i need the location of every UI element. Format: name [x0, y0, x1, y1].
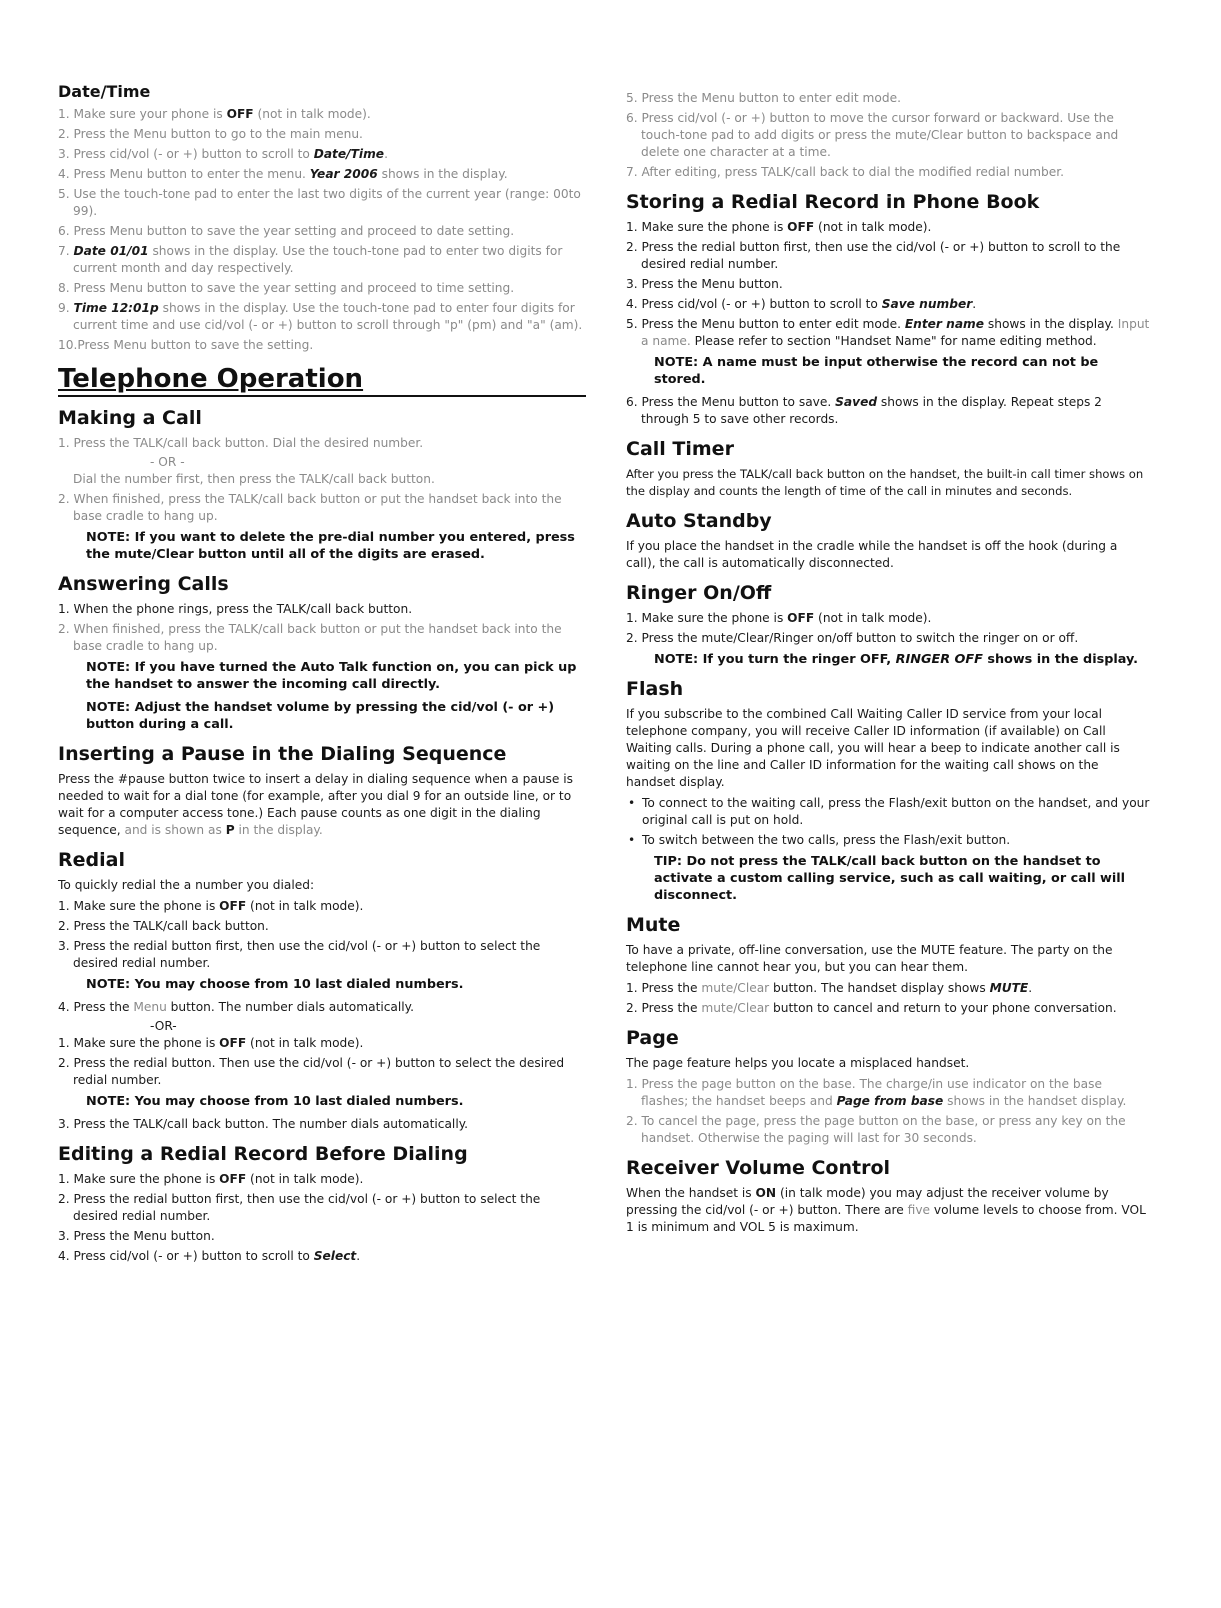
mute-step-1-mid: button. The handset display shows: [769, 981, 990, 995]
datetime-step-text: shows in the display. Use the touch-tone pad to enter two digits for current month and day respectively.: [73, 244, 563, 275]
storing-step-4-pre: 4. Press cid/vol (- or +) button to scroll to: [626, 297, 882, 311]
answering-note-1: NOTE: If you have turned the Auto Talk function on, you can pick up the handset to answer the incoming call directly.: [86, 660, 577, 692]
redial-alt-step-1-bold: OFF: [219, 1036, 247, 1050]
auto-standby-text: If you place the handset in the cradle while the handset is off the hook (during a call), the call is automatically disconnected.: [626, 539, 1118, 570]
making-call-step-2: 2. When finished, press the TALK/call back button or put the handset back into the base cradle to hang up.: [58, 492, 562, 523]
datetime-step: [58, 186, 586, 220]
ringer-step-1-pre: 1. Make sure the phone is: [626, 611, 788, 625]
page-step-1-pre: 1. Press the page button on the base. The charge/in use indicator on the base flashes; the handset beeps and: [626, 1077, 1102, 1108]
editing-heading: Editing a Redial Record Before Dialing: [58, 1143, 468, 1165]
mute-step-2: [626, 1000, 1150, 1017]
datetime-steps: [58, 106, 586, 354]
flash-heading: Flash: [626, 678, 684, 700]
flash-text: If you subscribe to the combined Call Waiting Caller ID service from your local telephone company, you will receive Caller ID information (if available) on Call Waiting calls. During a phone call, you will hear a beep to indicate another call is waiting on the line and Caller ID information for the waiting call shows on the handset display.: [626, 707, 1120, 789]
ringer-note-bold: RINGER OFF: [895, 652, 983, 667]
storing-step-6-bold: Saved: [835, 395, 878, 409]
receiver-text: [626, 1185, 1150, 1236]
answering-note-2: NOTE: Adjust the handset volume by pressing the cid/vol (- or +) button during a call.: [86, 700, 555, 732]
receiver-text-light: five: [907, 1203, 931, 1217]
pause-text-light: and is shown as: [124, 823, 226, 837]
mute-step-1-pre: 1. Press the: [626, 981, 702, 995]
page-step-2: 2. To cancel the page, press the page button on the base, or press any key on the handset. Otherwise the paging will last for 30 seconds.: [626, 1114, 1126, 1145]
datetime-step-text: 10.Press Menu button to save the setting.: [58, 338, 314, 352]
storing-step-5-post: Please refer to section "Handset Name" for name editing method.: [690, 334, 1097, 348]
datetime-step: [58, 337, 586, 354]
editing-step-4-bold: Select: [313, 1249, 357, 1263]
redial-note: NOTE: You may choose from 10 last dialed numbers.: [86, 977, 464, 992]
datetime-step: [58, 300, 586, 334]
datetime-step: [58, 280, 586, 297]
right-column: [626, 90, 1150, 1240]
pause-heading: Inserting a Pause in the Dialing Sequence: [58, 743, 507, 765]
page-step-1-post: shows in the handset display.: [943, 1094, 1127, 1108]
editing-step-7: 7. After editing, press TALK/call back to dial the modified redial number.: [626, 165, 1065, 179]
receiver-heading: Receiver Volume Control: [626, 1157, 891, 1179]
editing-step-1: [58, 1171, 586, 1188]
redial-note-2: NOTE: You may choose from 10 last dialed numbers.: [86, 1094, 464, 1109]
datetime-step-bold: Date/Time: [313, 147, 385, 161]
making-call-or: - OR -: [150, 455, 185, 469]
page-step-1: [626, 1076, 1150, 1110]
page-text: The page feature helps you locate a misplaced handset.: [626, 1056, 970, 1070]
storing-note: NOTE: A name must be input otherwise the record can not be stored.: [654, 355, 1099, 387]
ringer-note: [654, 651, 1150, 668]
pause-text-light-2: in the display.: [234, 823, 323, 837]
editing-step-1-bold: OFF: [219, 1172, 247, 1186]
storing-heading: Storing a Redial Record in Phone Book: [626, 191, 1040, 213]
datetime-step: [58, 166, 586, 183]
left-column: [58, 82, 586, 1268]
datetime-step: [58, 126, 586, 143]
ringer-note-pre: NOTE: If you turn the ringer OFF,: [654, 652, 896, 667]
flash-bullet-2: [626, 832, 1150, 849]
mute-heading: Mute: [626, 914, 681, 936]
ringer-step-2: 2. Press the mute/Clear/Ringer on/off button to switch the ringer on or off.: [626, 631, 1079, 645]
redial-step-4: [58, 999, 586, 1016]
ringer-step-1-bold: OFF: [787, 611, 815, 625]
editing-step-2: 2. Press the redial button first, then use the cid/vol (- or +) button to select the desired redial number.: [58, 1192, 541, 1223]
datetime-step-text: 6. Press Menu button to save the year setting and proceed to date setting.: [58, 224, 515, 238]
redial-intro: To quickly redial the a number you dialed:: [58, 878, 315, 892]
storing-step-1-post: (not in talk mode).: [814, 220, 932, 234]
storing-step-6-pre: 6. Press the Menu button to save.: [626, 395, 836, 409]
storing-step-5-bold: Enter name: [904, 317, 985, 331]
bullet-icon: •: [628, 833, 636, 847]
redial-step-1-bold: OFF: [219, 899, 247, 913]
pause-text-main: Press the #pause button twice to insert a delay in dialing sequence when a pause is needed to wait for a dial tone (for example, after you dial 9 for an outside line, or to wait for a computer access tone.) Each pause counts as one digit in the dialing sequence,: [58, 772, 574, 837]
flash-tip: TIP: Do not press the TALK/call back button on the handset to activate a custom calling service, such as call waiting, or call will disconnect.: [654, 854, 1126, 903]
redial-step-1-pre: 1. Make sure the phone is: [58, 899, 220, 913]
storing-step-4: [626, 296, 1150, 313]
datetime-step-bold: Time 12:01p: [73, 301, 159, 315]
telephone-operation-rule: [58, 364, 586, 397]
pause-text: [58, 771, 586, 839]
datetime-step-text: 3. Press cid/vol (- or +) button to scroll to: [58, 147, 314, 161]
datetime-step-bold: Date 01/01: [73, 244, 149, 258]
editing-step-1-pre: 1. Make sure the phone is: [58, 1172, 220, 1186]
storing-step-5: [626, 316, 1150, 350]
redial-step-3: 3. Press the redial button first, then use the cid/vol (- or +) button to select the desired redial number.: [58, 939, 541, 970]
redial-step-4-menu: Menu: [133, 1000, 167, 1014]
storing-step-5-light: Input a name.: [641, 317, 1150, 348]
redial-alt-step-1-pre: 1. Make sure the phone is: [58, 1036, 220, 1050]
mute-step-1-light: mute/Clear: [701, 981, 770, 995]
editing-step-6: 6. Press cid/vol (- or +) button to move the cursor forward or backward. Use the touch-tone pad to add digits or press the mute/Clear button to backspace and delete one character at a time.: [626, 111, 1119, 159]
receiver-text-pre: When the handset is: [626, 1186, 756, 1200]
storing-step-4-post: .: [972, 297, 977, 311]
editing-step-3: 3. Press the Menu button.: [58, 1229, 215, 1243]
call-timer-heading: Call Timer: [626, 438, 734, 460]
datetime-step: [58, 223, 586, 240]
telephone-operation-heading: Telephone Operation: [58, 364, 364, 394]
making-call-alt: Dial the number first, then press the TALK/call back button.: [73, 472, 435, 486]
editing-step-4: [58, 1248, 586, 1265]
mute-step-1-bold: MUTE: [989, 981, 1029, 995]
redial-alt-step-1-post: (not in talk mode).: [246, 1036, 364, 1050]
redial-step-2: 2. Press the TALK/call back button.: [58, 919, 269, 933]
editing-step-1-post: (not in talk mode).: [246, 1172, 364, 1186]
datetime-step-text: 9.: [58, 301, 74, 315]
editing-step-4-post: .: [356, 1249, 361, 1263]
mute-step-1: [626, 980, 1150, 997]
storing-step-4-bold: Save number: [881, 297, 973, 311]
storing-step-1: [626, 219, 1150, 236]
storing-step-3: 3. Press the Menu button.: [626, 277, 783, 291]
making-call-note: NOTE: If you want to delete the pre-dial number you entered, press the mute/Clear button until all of the digits are erased.: [86, 530, 575, 562]
storing-step-1-bold: OFF: [787, 220, 815, 234]
storing-step-2: 2. Press the redial button first, then use the cid/vol (- or +) button to scroll to the desired redial number.: [626, 240, 1121, 271]
datetime-step-text: 4. Press Menu button to enter the menu.: [58, 167, 310, 181]
redial-step-4-post: button. The number dials automatically.: [166, 1000, 415, 1014]
receiver-text-mid: (in talk mode) you may adjust the receiver volume by pressing the cid/vol (- or +) button. There are: [626, 1186, 1109, 1217]
storing-step-5-pre: 5. Press the Menu button to enter edit mode.: [626, 317, 905, 331]
answering-step-1: 1. When the phone rings, press the TALK/call back button.: [58, 602, 413, 616]
datetime-step: [58, 243, 586, 277]
redial-step-1-post: (not in talk mode).: [246, 899, 364, 913]
redial-alt-step-3: 3. Press the TALK/call back button. The number dials automatically.: [58, 1117, 469, 1131]
redial-alt-step-1: [58, 1035, 586, 1052]
datetime-step-text: 8. Press Menu button to save the year setting and proceed to time setting.: [58, 281, 515, 295]
ringer-note-post: shows in the display.: [982, 652, 1139, 667]
redial-heading: Redial: [58, 849, 125, 871]
mute-step-2-post: button to cancel and return to your phone conversation.: [769, 1001, 1117, 1015]
storing-step-1-pre: 1. Make sure the phone is: [626, 220, 788, 234]
mute-step-2-pre: 2. Press the: [626, 1001, 702, 1015]
datetime-step-bold: Year 2006: [309, 167, 378, 181]
pause-p: P: [225, 823, 235, 837]
datetime-heading: Date/Time: [58, 82, 151, 101]
redial-step-4-pre: 4. Press the: [58, 1000, 134, 1014]
datetime-step: [58, 106, 586, 123]
editing-step-5: 5. Press the Menu button to enter edit mode.: [626, 91, 901, 105]
bullet-icon: •: [628, 796, 636, 810]
storing-step-5-mid: shows in the display.: [984, 317, 1118, 331]
ringer-step-1-post: (not in talk mode).: [814, 611, 932, 625]
datetime-step-text: 2. Press the Menu button to go to the main menu.: [58, 127, 363, 141]
flash-bullet-1-text: To connect to the waiting call, press the Flash/exit button on the handset, and your original call is put on hold.: [642, 796, 1150, 827]
redial-alt-step-2: 2. Press the redial button. Then use the cid/vol (- or +) button to select the desired redial number.: [58, 1056, 565, 1087]
receiver-text-post: volume levels to choose from. VOL 1 is minimum and VOL 5 is maximum.: [626, 1203, 1146, 1234]
datetime-step-text: .: [384, 147, 388, 161]
storing-step-6-post: shows in the display. Repeat steps 2 through 5 to save other records.: [641, 395, 1102, 426]
datetime-step-text: shows in the display.: [377, 167, 508, 181]
auto-standby-heading: Auto Standby: [626, 510, 772, 532]
redial-or: -OR-: [150, 1019, 177, 1033]
datetime-step-text: shows in the display. Use the touch-tone pad to enter four digits for current time and use cid/vol (- or +) button to scroll through "p" (pm) and "a" (am).: [73, 301, 583, 332]
call-timer-text: After you press the TALK/call back button on the handset, the built-in call timer shows on the display and counts the length of time of the call in minutes and seconds.: [626, 467, 1144, 498]
ringer-step-1: [626, 610, 1150, 627]
datetime-step-bold: OFF: [226, 107, 254, 121]
page-heading: Page: [626, 1027, 679, 1049]
making-call-heading: Making a Call: [58, 407, 202, 429]
editing-step-4-pre: 4. Press cid/vol (- or +) button to scroll to: [58, 1249, 314, 1263]
datetime-step-text: 7.: [58, 244, 74, 258]
datetime-step-text: (not in talk mode).: [253, 107, 371, 121]
redial-step-1: [58, 898, 586, 915]
datetime-step: [58, 146, 586, 163]
mute-step-1-post: .: [1028, 981, 1033, 995]
answering-step-2: 2. When finished, press the TALK/call back button or put the handset back into the base cradle to hang up.: [58, 622, 562, 653]
storing-step-6: [626, 394, 1150, 428]
answering-heading: Answering Calls: [58, 573, 229, 595]
ringer-heading: Ringer On/Off: [626, 582, 772, 604]
making-call-step-1: 1. Press the TALK/call back button. Dial the desired number.: [58, 436, 424, 450]
receiver-text-bold: ON: [755, 1186, 777, 1200]
page-step-1-bold: Page from base: [836, 1094, 944, 1108]
mute-step-2-light: mute/Clear: [701, 1001, 770, 1015]
flash-bullet-2-text: To switch between the two calls, press the Flash/exit button.: [642, 833, 1011, 847]
flash-bullet-1: [626, 795, 1150, 829]
mute-text: To have a private, off-line conversation, use the MUTE feature. The party on the telephone line cannot hear you, but you can hear them.: [626, 943, 1113, 974]
datetime-step-text: 1. Make sure your phone is: [58, 107, 227, 121]
datetime-step-text: 5. Use the touch-tone pad to enter the last two digits of the current year (range: 00to 99).: [58, 187, 581, 218]
